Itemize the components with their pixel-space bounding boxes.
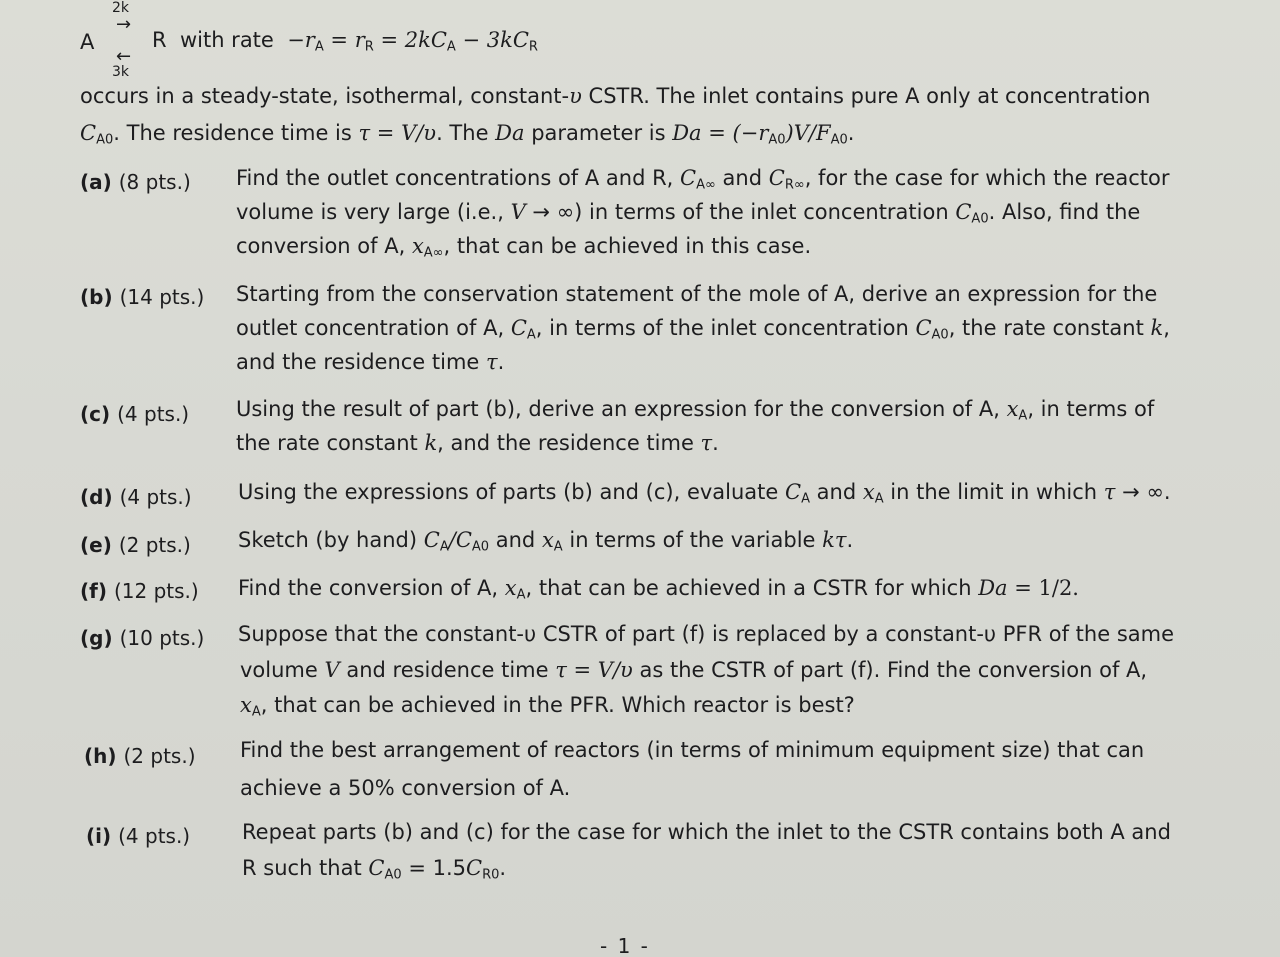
- part-b-line-1: Starting from the conservation statement of the mole of A, derive an expression for the: [236, 282, 1158, 306]
- part-g-line-1: Suppose that the constant-υ CSTR of part (f) is replaced by a constant-υ PFR of the same: [238, 622, 1175, 646]
- intro-line-1: occurs in a steady-state, isothermal, constant-υ CSTR. The inlet contains pure A only at concentration: [80, 84, 1151, 108]
- rate-expression: R with rate $-r_A = r_R = 2kC_A - 3kC_R$: [152, 28, 538, 55]
- part-i-line-2: R such that $C_{A0} = 1.5C_{R0}$.: [242, 856, 507, 883]
- part-d-label: (d) (4 pts.): [80, 485, 192, 509]
- part-i-label: (i) (4 pts.): [86, 824, 191, 848]
- part-c-line-2: the rate constant k, and the residence time τ.: [236, 431, 719, 455]
- part-g-line-2: volume V and residence time τ = V/υ as the CSTR of part (f). Find the conversion of A,: [240, 658, 1148, 682]
- part-b-label: (b) (14 pts.): [80, 285, 205, 309]
- part-c-label: (c) (4 pts.): [80, 402, 190, 426]
- reverse-rate-constant: 3k: [112, 64, 130, 80]
- intro-line-2: $C_{A0}$. The residence time is τ = V/υ. The Da parameter is $Da = (-r_{A0})V/F_{A0}$.: [80, 121, 855, 148]
- part-h-line-1: Find the best arrangement of reactors (in terms of minimum equipment size) that can: [240, 738, 1145, 762]
- part-a-line-2: volume is very large (i.e., V → ∞) in terms of the inlet concentration $C_{A0}$. Also, find the: [236, 200, 1141, 227]
- part-a-label: (a) (8 pts.): [80, 170, 191, 194]
- part-g-line-3: $x_A$, that can be achieved in the PFR. Which reactor is best?: [240, 693, 855, 720]
- part-c-line-1: Using the result of part (b), derive an expression for the conversion of A, $x_A$, in terms of: [236, 397, 1155, 424]
- part-d-line-1: Using the expressions of parts (b) and (c), evaluate $C_A$ and $x_A$ in the limit in which τ → ∞.: [238, 480, 1171, 507]
- part-e-label: (e) (2 pts.): [80, 533, 191, 557]
- part-g-label: (g) (10 pts.): [80, 626, 205, 650]
- part-a-line-1: Find the outlet concentrations of A and R, $C_{A\infty}$ and $C_{R\infty}$, for the case for which the reactor: [236, 166, 1170, 193]
- page-number: - 1 -: [600, 934, 650, 957]
- species-a: A: [80, 30, 95, 54]
- part-b-line-2: outlet concentration of A, $C_A$, in terms of the inlet concentration $C_{A0}$, the rate constant k,: [236, 316, 1170, 343]
- forward-rate-constant: 2k: [112, 0, 130, 16]
- part-e-line-1: Sketch (by hand) $C_A/C_{A0}$ and $x_A$ in terms of the variable kτ.: [238, 528, 854, 555]
- part-b-line-3: and the residence time τ.: [236, 350, 505, 374]
- part-h-label: (h) (2 pts.): [84, 744, 196, 768]
- part-f-label: (f) (12 pts.): [80, 579, 199, 603]
- part-f-line-1: Find the conversion of A, $x_A$, that can be achieved in a CSTR for which Da = 1/2.: [238, 576, 1079, 603]
- reverse-arrow-icon: ←: [116, 46, 132, 67]
- part-h-line-2: achieve a 50% conversion of A.: [240, 776, 571, 800]
- part-a-line-3: conversion of A, $x_{A\infty}$, that can be achieved in this case.: [236, 234, 812, 261]
- forward-arrow-icon: →: [116, 14, 132, 35]
- part-i-line-1: Repeat parts (b) and (c) for the case for which the inlet to the CSTR contains both A and: [242, 820, 1171, 844]
